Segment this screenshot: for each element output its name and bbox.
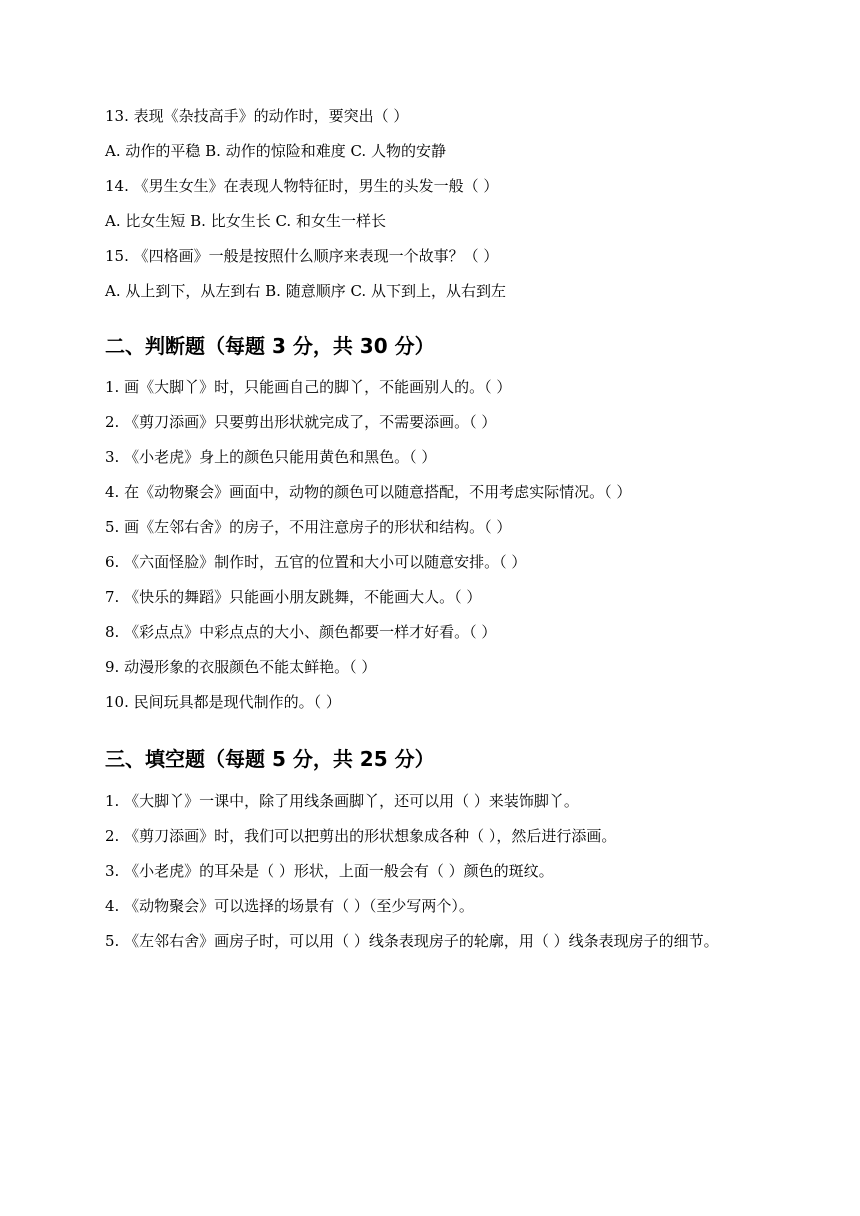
fill-item: 5. 《左邻右舍》画房子时，可以用（ ）线条表现房子的轮廓，用（ ）线条表现房子的细节。	[105, 932, 719, 950]
question-15-options: A. 从上到下，从左到右 B. 随意顺序 C. 从下到上，从右到左	[105, 282, 506, 300]
judge-item: 9. 动漫形象的衣服颜色不能太鲜艳。（ ）	[105, 658, 377, 676]
judge-item: 3. 《小老虎》身上的颜色只能用黄色和黑色。（ ）	[105, 448, 437, 466]
judge-item: 8. 《彩点点》中彩点点的大小、颜色都要一样才好看。（ ）	[105, 623, 497, 641]
judge-item: 4. 在《动物聚会》画面中，动物的颜色可以随意搭配，不用考虑实际情况。（ ）	[105, 483, 632, 501]
fill-item: 2. 《剪刀添画》时，我们可以把剪出的形状想象成各种（ ），然后进行添画。	[105, 827, 617, 845]
question-15: 15. 《四格画》一般是按照什么顺序来表现一个故事？（ ）	[105, 247, 499, 265]
question-13-options: A. 动作的平稳 B. 动作的惊险和难度 C. 人物的安静	[105, 142, 446, 160]
fill-item: 4. 《动物聚会》可以选择的场景有（ ）（至少写两个）。	[105, 897, 474, 915]
fill-item: 1. 《大脚丫》一课中，除了用线条画脚丫，还可以用（ ）来装饰脚丫。	[105, 792, 579, 810]
judge-item: 5. 画《左邻右舍》的房子，不用注意房子的形状和结构。（ ）	[105, 518, 512, 536]
judge-item: 6. 《六面怪脸》制作时，五官的位置和大小可以随意安排。（ ）	[105, 553, 527, 571]
fill-item: 3. 《小老虎》的耳朵是（ ）形状，上面一般会有（ ）颜色的斑纹。	[105, 862, 554, 880]
question-13: 13. 表现《杂技高手》的动作时，要突出（ ）	[105, 107, 409, 125]
section-heading-fill: 三、填空题（每题 5 分，共 25 分）	[105, 747, 435, 771]
question-14-options: A. 比女生短 B. 比女生长 C. 和女生一样长	[105, 212, 386, 230]
judge-item: 7. 《快乐的舞蹈》只能画小朋友跳舞，不能画大人。（ ）	[105, 588, 482, 606]
section-heading-judge: 二、判断题（每题 3 分，共 30 分）	[105, 334, 435, 358]
judge-item: 10. 民间玩具都是现代制作的。（ ）	[105, 693, 341, 711]
question-14: 14. 《男生女生》在表现人物特征时，男生的头发一般（ ）	[105, 177, 499, 195]
judge-item: 2. 《剪刀添画》只要剪出形状就完成了，不需要添画。（ ）	[105, 413, 497, 431]
judge-item: 1. 画《大脚丫》时，只能画自己的脚丫，不能画别人的。（ ）	[105, 378, 512, 396]
